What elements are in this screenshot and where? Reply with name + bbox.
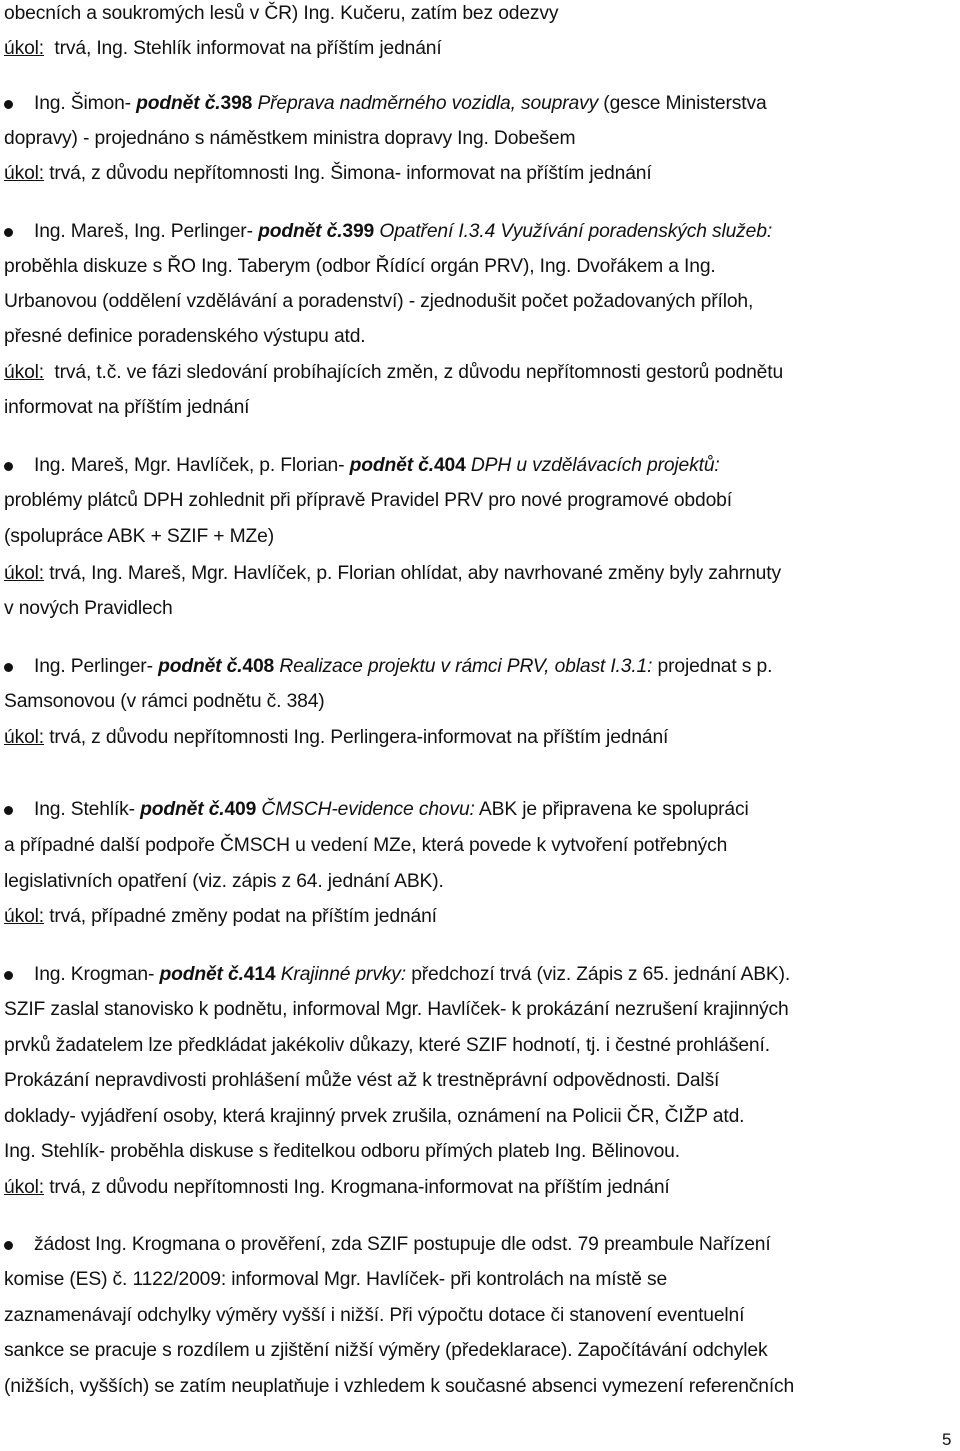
text-run: trvá, z důvodu nepřítomnosti Ing. Šimona- informovat na příštím jednání: [43, 163, 652, 184]
text-run: proběhla diskuze s ŘO Ing. Taberym (odbor Řídící orgán PRV), Ing. Dvořákem a Ing.: [4, 256, 716, 277]
bullet-icon: [4, 806, 13, 815]
bullet-item-first-line: [34, 655, 772, 679]
text-run: Ing. Stehlík- proběhla diskuse s ředitelkou odboru přímých plateb Ing. Bělinovou.: [4, 1141, 680, 1162]
task-label: úkol:: [4, 906, 44, 927]
text-run: Urbanovou (oddělení vzdělávání a poradenství) - zjednodušit počet požadovaných příloh,: [4, 291, 754, 312]
text-run: Ing. Mareš, Ing. Perlinger-: [34, 221, 259, 242]
task-label: úkol:: [4, 38, 44, 59]
text-run: a případné další podpoře ČMSCH u vedení MZe, která povede k vytvoření potřebných: [4, 835, 728, 856]
text-run: zaznamenávají odchylky výměry vyšší i nižší. Při výpočtu dotace či stanovení eventuelní: [4, 1305, 745, 1326]
text-run: trvá, z důvodu nepřítomnosti Ing. Krogmana-informovat na příštím jednání: [43, 1177, 670, 1198]
task-label: úkol:: [4, 563, 44, 584]
text-run: ABK je připravena ke spolupráci: [474, 799, 749, 820]
text-run: trvá, z důvodu nepřítomnosti Ing. Perlingera-informovat na příštím jednání: [43, 727, 669, 748]
bullet-icon: [4, 228, 13, 237]
bullet-item-first-line: [34, 798, 749, 822]
text-run: komise (ES) č. 1122/2009: informoval Mgr. Havlíček- při kontrolách na místě se: [4, 1269, 668, 1290]
text-run: Samsonovou (v rámci podnětu č. 384): [4, 691, 325, 712]
text-line: [4, 2, 558, 26]
bullet-icon: [4, 971, 13, 980]
page-number: 5: [942, 1430, 952, 1449]
text-line: [4, 690, 325, 714]
task-label: úkol:: [4, 362, 44, 383]
suggestion-number: podnět č.: [158, 656, 243, 677]
text-run: Ing. Mareš, Mgr. Havlíček, p. Florian-: [34, 455, 350, 476]
text-line: [4, 562, 781, 586]
text-run: trvá, případné změny podat na příštím jednání: [43, 906, 437, 927]
text-line: [4, 1105, 744, 1129]
text-line: [4, 834, 727, 858]
text-line: [4, 1339, 767, 1363]
task-label: úkol:: [4, 163, 44, 184]
text-run: Ing. Šimon-: [34, 93, 137, 114]
text-run: Opatření I.3.4 Využívání poradenských služeb:: [374, 221, 773, 242]
suggestion-number: podnět č.: [159, 964, 244, 985]
text-line: [4, 870, 444, 894]
text-line: [4, 396, 249, 420]
text-line: [4, 1034, 770, 1058]
bullet-icon: [4, 462, 13, 471]
text-run: legislativních opatření (viz. zápis z 64. jednání ABK).: [4, 871, 444, 892]
text-line: [4, 1140, 680, 1164]
bullet-item-first-line: [34, 454, 720, 478]
text-run: (spolupráce ABK + SZIF + MZe): [4, 526, 274, 547]
task-label: úkol:: [4, 1177, 44, 1198]
text-line: [4, 361, 783, 385]
text-line: [4, 162, 652, 186]
text-run: trvá, Ing. Mareš, Mgr. Havlíček, p. Florian ohlídat, aby navrhované změny byly zahrnuty: [43, 563, 781, 584]
suggestion-number: podnět č.: [140, 799, 225, 820]
task-label: úkol:: [4, 727, 44, 748]
text-run: prvků žadatelem lze předkládat jakékoliv důkazy, které SZIF hodnotí, tj. i čestné prohlášení.: [4, 1035, 770, 1056]
text-run: informovat na příštím jednání: [4, 397, 250, 418]
suggestion-number: 409: [224, 799, 257, 820]
text-run: doklady- vyjádření osoby, která krajinný prvek zrušila, oznámení na Policii ČR, ČIŽP atd.: [4, 1106, 745, 1127]
bullet-item-first-line: [34, 220, 772, 244]
bullet-icon: [4, 100, 13, 109]
text-run: SZIF zaslal stanovisko k podnětu, informoval Mgr. Havlíček- k prokázání nezrušení krajinných: [4, 999, 789, 1020]
bullet-icon: [4, 1241, 13, 1250]
suggestion-number: podnět č.: [258, 221, 343, 242]
text-run: Ing. Stehlík-: [34, 799, 141, 820]
bullet-icon: [4, 663, 13, 672]
text-run: Realizace projektu v rámci PRV, oblast I.3.1:: [274, 656, 653, 677]
text-run: projednat s p.: [652, 656, 773, 677]
text-run: Přeprava nadměrného vozidla, soupravy: [252, 93, 599, 114]
text-run: trvá, t.č. ve fázi sledování probíhajících změn, z důvodu nepřítomnosti gestorů podnětu: [43, 362, 784, 383]
text-line: [4, 1069, 719, 1093]
text-line: [4, 1268, 667, 1292]
text-run: sankce se pracuje s rozdílem u zjištění nižší výměry (předeklarace). Započítávání odchylek: [4, 1340, 768, 1361]
text-line: [4, 290, 753, 314]
suggestion-number: 398: [220, 93, 253, 114]
bullet-item-first-line: [34, 1233, 771, 1257]
text-line: [4, 255, 716, 279]
suggestion-number: 408: [242, 656, 275, 677]
text-run: Krajinné prvky:: [275, 964, 406, 985]
text-run: ČMSCH-evidence chovu:: [256, 799, 475, 820]
text-run: žádost Ing. Krogmana o prověření, zda SZIF postupuje dle odst. 79 preambule Nařízení: [34, 1234, 771, 1255]
bullet-item-first-line: [34, 92, 767, 116]
text-line: [4, 489, 732, 513]
text-run: dopravy) - projednáno s náměstkem ministra dopravy Ing. Dobešem: [4, 128, 576, 149]
text-line: [4, 37, 442, 61]
suggestion-number: 399: [342, 221, 375, 242]
text-line: [4, 1304, 744, 1328]
text-run: v nových Pravidlech: [4, 598, 173, 619]
text-run: (gesce Ministerstva: [598, 93, 767, 114]
text-run: Ing. Krogman-: [34, 964, 160, 985]
suggestion-number: 414: [243, 964, 276, 985]
text-run: problémy plátců DPH zohlednit při přípravě Pravidel PRV pro nové programové období: [4, 490, 732, 511]
suggestion-number: podnět č.: [349, 455, 434, 476]
suggestion-number: podnět č.: [136, 93, 221, 114]
text-run: předchozí trvá (viz. Zápis z 65. jednání ABK).: [406, 964, 791, 985]
text-line: [4, 325, 366, 349]
text-line: [4, 998, 789, 1022]
text-run: DPH u vzdělávacích projektů:: [465, 455, 720, 476]
text-line: [4, 1375, 794, 1399]
text-line: [4, 525, 274, 549]
bullet-item-first-line: [34, 963, 790, 987]
text-run: (nižších, vyšších) se zatím neuplatňuje i vzhledem k současné absenci vymezení referenčních: [4, 1376, 795, 1397]
suggestion-number: 404: [433, 455, 466, 476]
text-line: [4, 127, 575, 151]
text-run: Ing. Perlinger-: [34, 656, 159, 677]
text-line: [4, 726, 668, 750]
text-line: [4, 597, 173, 621]
text-line: [4, 1176, 670, 1200]
text-run: přesné definice poradenského výstupu atd.: [4, 326, 366, 347]
text-run: Prokázání nepravdivosti prohlášení může vést až k trestněprávní odpovědnosti. Další: [4, 1070, 720, 1091]
text-run: obecních a soukromých lesů v ČR) Ing. Kučeru, zatím bez odezvy: [4, 3, 559, 24]
text-run: trvá, Ing. Stehlík informovat na příštím jednání: [43, 38, 442, 59]
text-line: [4, 905, 437, 929]
